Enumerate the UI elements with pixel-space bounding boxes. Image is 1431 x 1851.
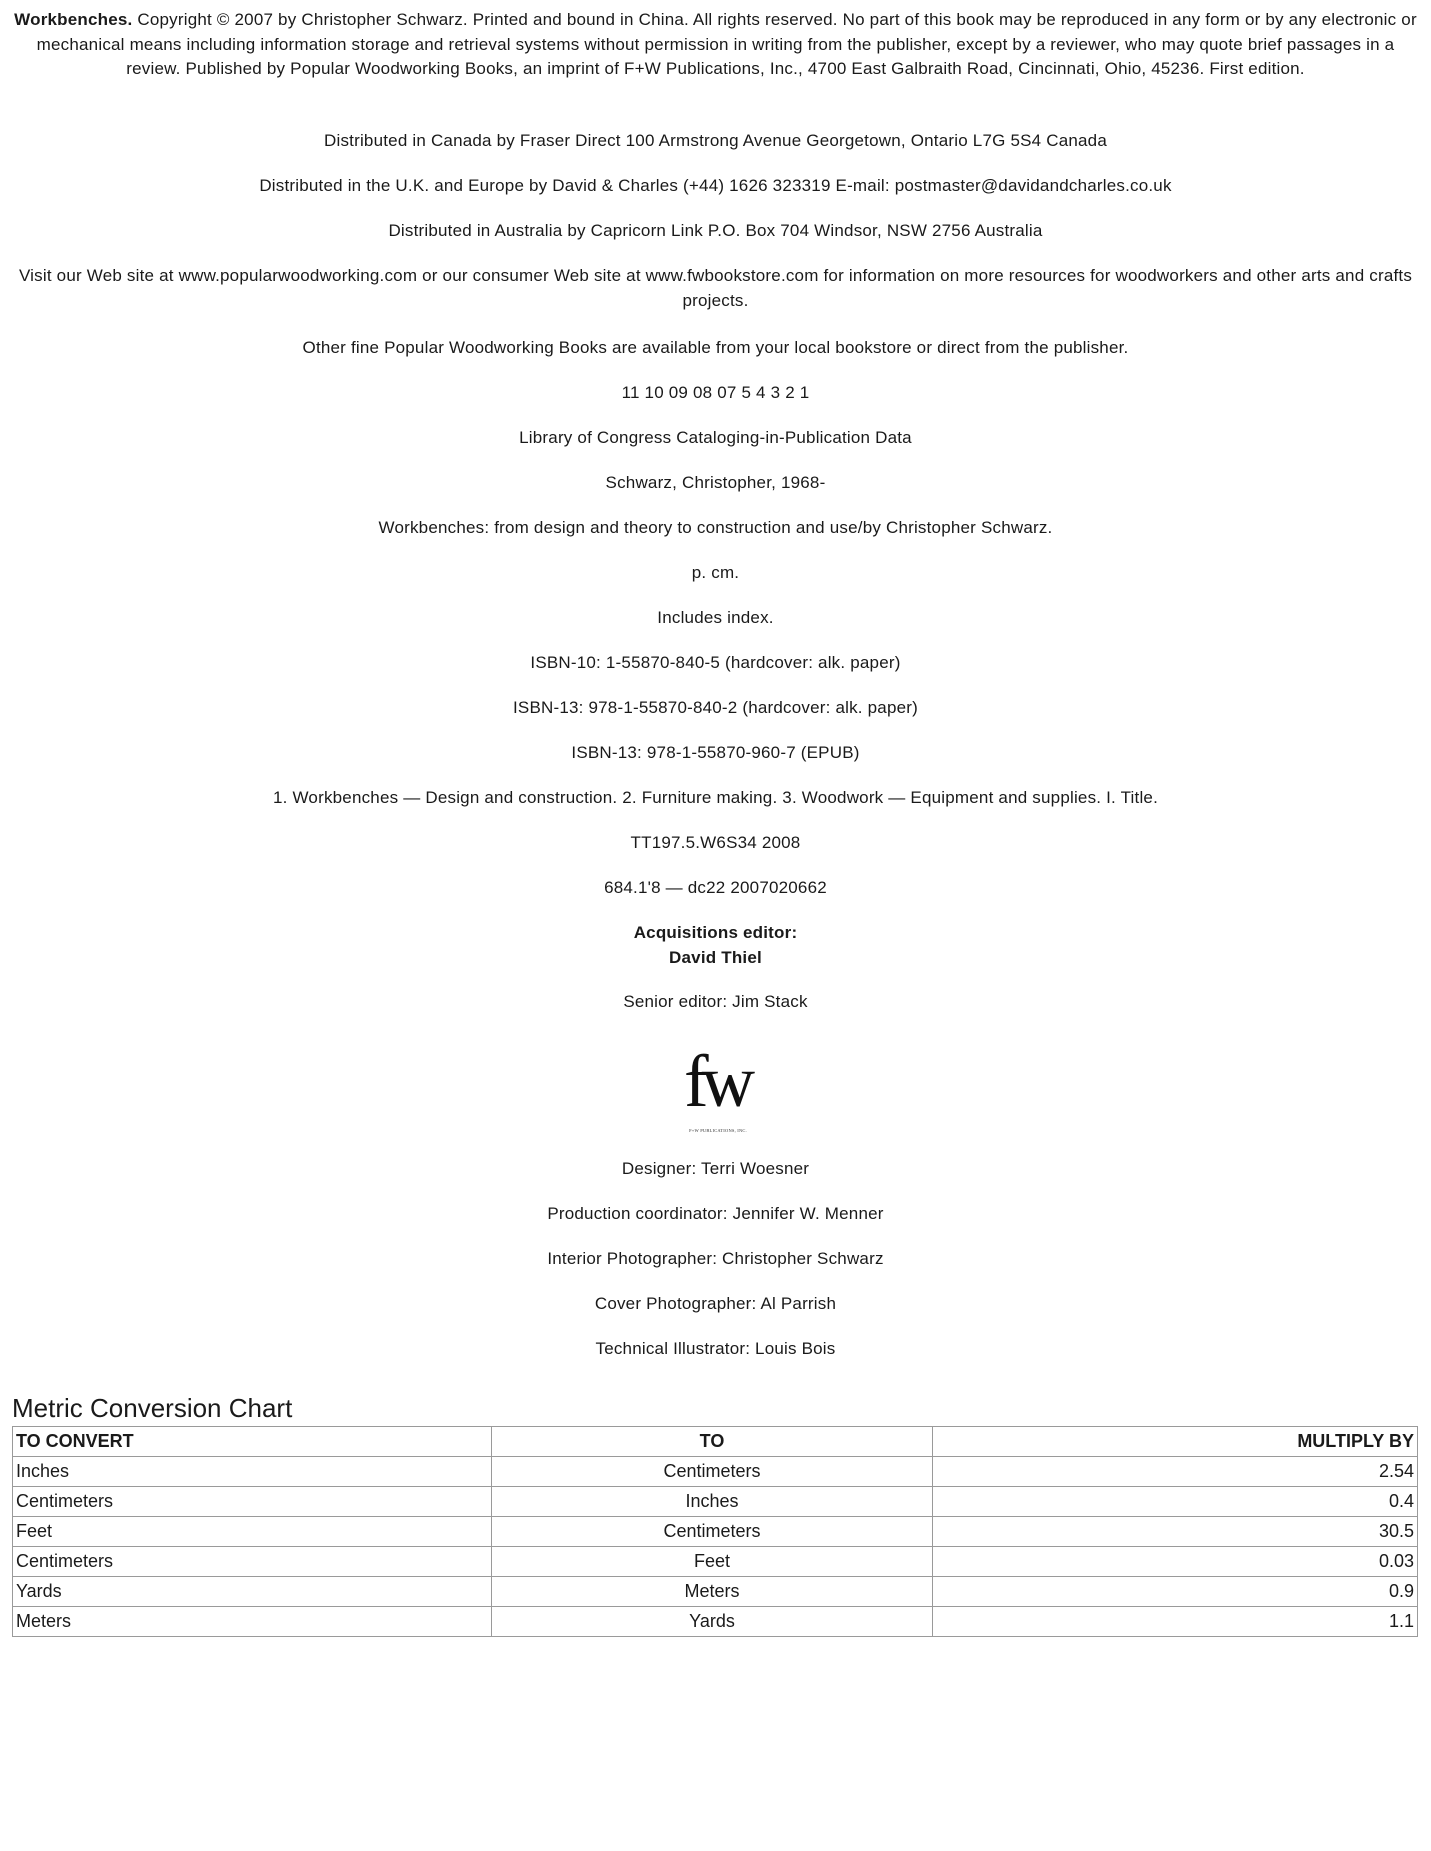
distribution-australia: Distributed in Australia by Capricorn Link P.O. Box 704 Windsor, NSW 2756 Australia bbox=[388, 221, 1043, 240]
header-to: TO bbox=[492, 1427, 933, 1457]
cell-to-unit: Meters bbox=[492, 1577, 933, 1607]
other-books-notice: Other fine Popular Woodworking Books are available from your local bookstore or direct from the publisher. bbox=[302, 338, 1129, 357]
cell-multiplier: 1.1 bbox=[933, 1607, 1418, 1637]
cip-heading: Library of Congress Cataloging-in-Publication Data bbox=[519, 428, 912, 447]
table-row bbox=[13, 1457, 1418, 1487]
cell-from-unit: Feet bbox=[13, 1517, 492, 1547]
fw-publications-logo bbox=[655, 1042, 777, 1140]
cell-multiplier: 2.54 bbox=[933, 1457, 1418, 1487]
cip-title: Workbenches: from design and theory to construction and use/by Christopher Schwarz. bbox=[378, 518, 1053, 537]
table-header-row bbox=[13, 1427, 1418, 1457]
cell-multiplier: 0.4 bbox=[933, 1487, 1418, 1517]
table-row bbox=[13, 1577, 1418, 1607]
table-row bbox=[13, 1487, 1418, 1517]
cip-pcm: p. cm. bbox=[691, 563, 740, 582]
cell-from-unit: Yards bbox=[13, 1577, 492, 1607]
metric-chart-title: Metric Conversion Chart bbox=[12, 1393, 293, 1423]
logo-mark: fw bbox=[683, 1041, 749, 1123]
table-row bbox=[13, 1517, 1418, 1547]
cell-to-unit: Yards bbox=[492, 1607, 933, 1637]
cell-to-unit: Inches bbox=[492, 1487, 933, 1517]
header-multiply-by: MULTIPLY BY bbox=[933, 1427, 1418, 1457]
book-title-bold: Workbenches. bbox=[14, 10, 133, 29]
cip-lcc: TT197.5.W6S34 2008 bbox=[630, 833, 801, 852]
acquisitions-label: Acquisitions editor: bbox=[633, 923, 798, 942]
copyright-paragraph bbox=[14, 8, 1417, 82]
cell-from-unit: Meters bbox=[13, 1607, 492, 1637]
copyright-text: Copyright © 2007 by Christopher Schwarz. Printed and bound in China. All rights reserved. No part of this book may be reproduced in any form or by any electronic or mechanical means including information storage and retrieval systems without permission in writing from the publisher, except by a reviewer, who may quote brief passages in a review. Published by Popular Woodworking Books, an imprint of F+W Publications, Inc., 4700 East Galbraith Road, Cincinnati, Ohio, 45236. First edition. bbox=[36, 10, 1417, 78]
designer-credit: Designer: Terri Woesner bbox=[621, 1159, 810, 1178]
cover-photographer-credit: Cover Photographer: Al Parrish bbox=[594, 1294, 837, 1313]
header-to-convert: TO CONVERT bbox=[13, 1427, 492, 1457]
cell-to-unit: Centimeters bbox=[492, 1457, 933, 1487]
metric-conversion-table bbox=[12, 1426, 1418, 1637]
interior-photographer-credit: Interior Photographer: Christopher Schwarz bbox=[547, 1249, 884, 1268]
cell-from-unit: Inches bbox=[13, 1457, 492, 1487]
illustrator-credit: Technical Illustrator: Louis Bois bbox=[595, 1339, 836, 1358]
distribution-canada: Distributed in Canada by Fraser Direct 100 Armstrong Avenue Georgetown, Ontario L7G 5S4 Canada bbox=[324, 131, 1107, 150]
cip-index: Includes index. bbox=[657, 608, 774, 627]
production-credit: Production coordinator: Jennifer W. Menner bbox=[547, 1204, 884, 1223]
table-row bbox=[13, 1607, 1418, 1637]
cell-from-unit: Centimeters bbox=[13, 1487, 492, 1517]
cell-to-unit: Feet bbox=[492, 1547, 933, 1577]
web-site-notice: Visit our Web site at www.popularwoodworking.com or our consumer Web site at www.fwbookstore.com for information on more resources for woodworkers and other arts and crafts projects. bbox=[18, 266, 1413, 310]
cell-from-unit: Centimeters bbox=[13, 1547, 492, 1577]
cip-subjects: 1. Workbenches — Design and construction. 2. Furniture making. 3. Woodwork — Equipment and supplies. I. Title. bbox=[272, 788, 1158, 807]
cell-multiplier: 0.9 bbox=[933, 1577, 1418, 1607]
senior-editor: Senior editor: Jim Stack bbox=[623, 992, 808, 1011]
cip-isbn10: ISBN-10: 1-55870-840-5 (hardcover: alk. paper) bbox=[530, 653, 901, 672]
cell-to-unit: Centimeters bbox=[492, 1517, 933, 1547]
logo-subtext: F+W PUBLICATIONS, INC. bbox=[689, 1128, 747, 1133]
cip-isbn13: ISBN-13: 978-1-55870-840-2 (hardcover: alk. paper) bbox=[513, 698, 918, 717]
cip-ddc: 684.1'8 — dc22 2007020662 bbox=[604, 878, 827, 897]
printing-line: 11 10 09 08 07 5 4 3 2 1 bbox=[621, 383, 810, 402]
acquisitions-name: David Thiel bbox=[669, 948, 762, 967]
cell-multiplier: 0.03 bbox=[933, 1547, 1418, 1577]
cell-multiplier: 30.5 bbox=[933, 1517, 1418, 1547]
cip-isbn13-epub: ISBN-13: 978-1-55870-960-7 (EPUB) bbox=[571, 743, 860, 762]
table-row bbox=[13, 1547, 1418, 1577]
distribution-uk: Distributed in the U.K. and Europe by David & Charles (+44) 1626 323319 E-mail: postmaster@davidandcharles.co.uk bbox=[259, 176, 1172, 195]
cip-author: Schwarz, Christopher, 1968- bbox=[605, 473, 826, 492]
